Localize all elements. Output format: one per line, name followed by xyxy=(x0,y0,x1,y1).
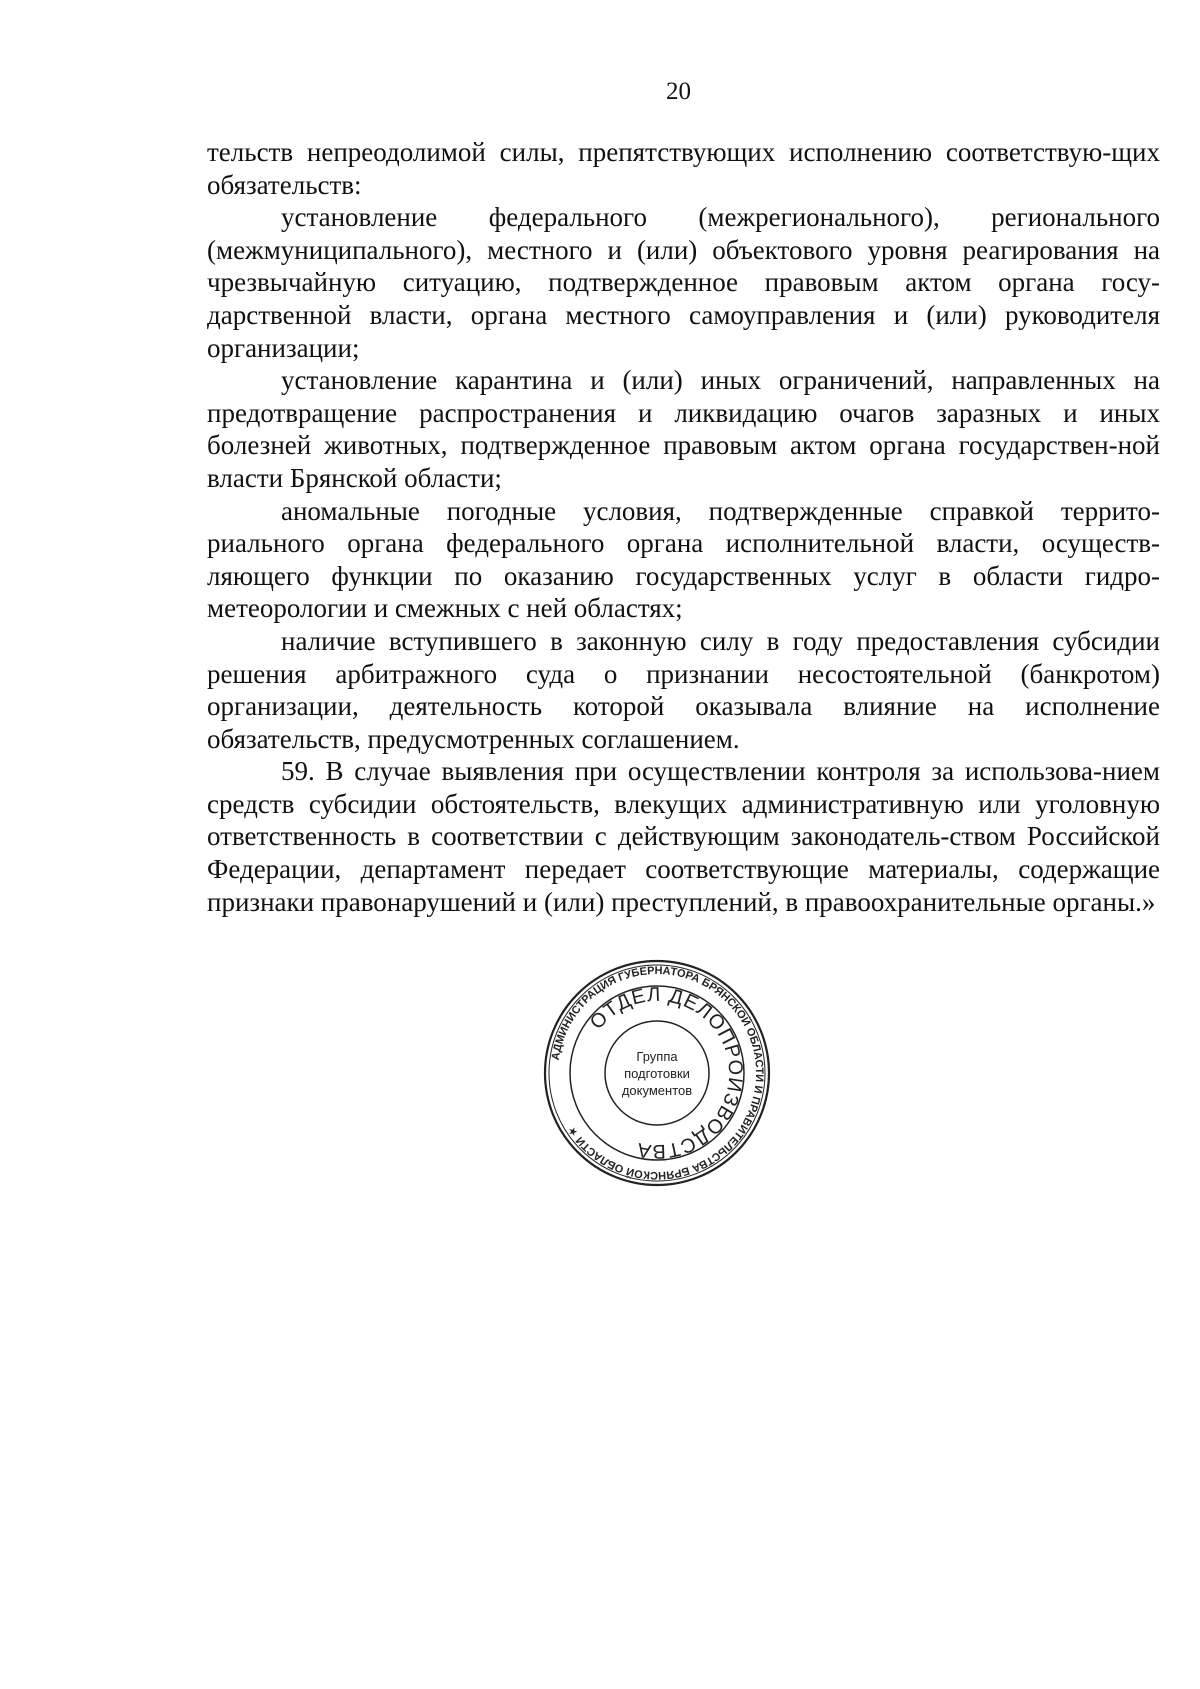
paragraph-59: 59. В случае выявления при осуществлении контроля за использова-нием средств субсидии обстоятельств, влекущих административную или уголовную ответственность в соответствии с действующим законодатель-ством Российской Федерации, департамент передает соответствующие материалы, содержащие признаки правонарушений и (или) преступлений, в правоохранительные органы.» xyxy=(207,756,1160,917)
stamp-outer-ring-text: АДМИНИСТРАЦИЯ ГУБЕРНАТОРА БРЯНСКОЙ ОБЛАСТИ И ПРАВИТЕЛЬСТВА БРЯНСКОЙ ОБЛАСТИ ★ xyxy=(549,964,766,1182)
official-stamp xyxy=(542,958,772,1188)
stamp-center-line-3: документов xyxy=(621,1083,693,1098)
paragraph-continuation: тельств непреодолимой силы, препятствующих исполнению соответствую-щих обязательств: xyxy=(207,137,1160,200)
paragraph-quarantine: установление карантина и (или) иных ограничений, направленных на предотвращение распространения и ликвидацию очагов заразных и иных болезней животных, подтвержденное правовым актом органа государствен-ной власти Брянской области; xyxy=(207,365,1160,493)
stamp-center-line-2: подготовки xyxy=(624,1066,690,1081)
stamp-inner-ring-text: ОТДЕЛ ДЕЛОПРОИЗВОДСТВА xyxy=(585,983,747,1163)
document-body xyxy=(207,136,1160,918)
paragraph-bankruptcy: наличие вступившего в законную силу в году предоставления субсидии решения арбитражного суда о признании несостоятельной (банкротом) организации, деятельность которой оказывала влияние на исполнение обязательств, предусмотренных соглашением. xyxy=(207,625,1160,754)
paragraph-weather: аномальные погодные условия, подтвержденные справкой террито-риального органа федерального органа исполнительной власти, осуществ-ляющего функции по оказанию государственных услуг в области гидро-метеорологии и смежных с ней областях; xyxy=(207,495,1160,624)
page-number: 20 xyxy=(666,78,691,105)
stamp-seal-graphic xyxy=(542,958,772,1188)
paragraph-emergency-level: установление федерального (межрегионального), регионального (межмуниципального), местного и (или) объектового уровня реагирования на чрезвычайную ситуацию, подтвержденное правовым актом органа госу-дарственной власти, органа местного самоуправления и (или) руководителя организации; xyxy=(207,202,1160,363)
stamp-center-line-1: Группа xyxy=(636,1049,678,1064)
